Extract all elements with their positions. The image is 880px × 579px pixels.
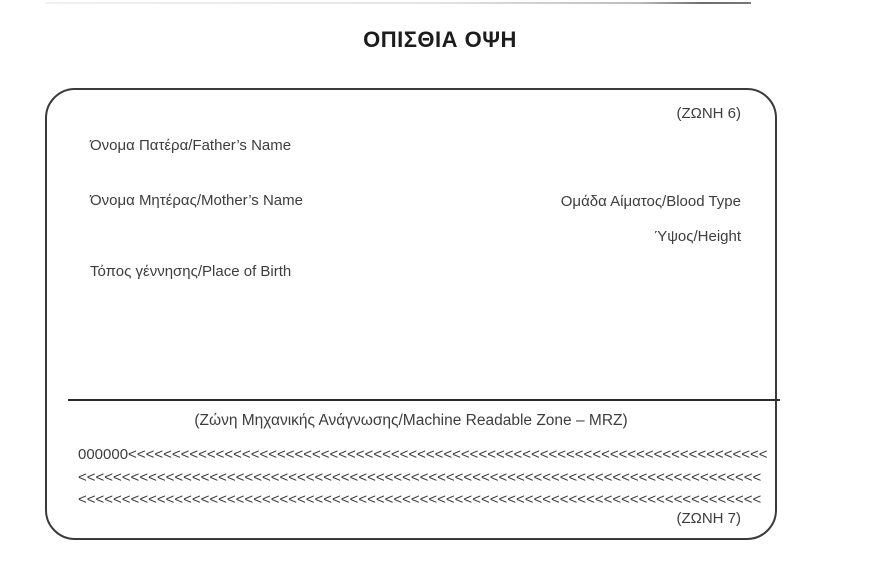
place-of-birth-field-label: Τόπος γέννησης/Place of Birth — [90, 263, 292, 280]
page-top-divider — [45, 2, 751, 4]
zone-7-label: (ΖΩΝΗ 7) — [676, 510, 741, 527]
height-field-label: Ύψος/Height — [654, 228, 741, 245]
mrz-line-2: <<<<<<<<<<<<<<<<<<<<<<<<<<<<<<<<<<<<<<<<<<<<<<<<<<<<<<<<<<<<<<<<<<<<<<<<<<<<<< — [78, 469, 762, 486]
father-name-field-label: Όνομα Πατέρα/Father’s Name — [90, 137, 292, 154]
id-card-back-diagram — [45, 88, 777, 540]
blood-type-field-label: Ομάδα Αίματος/Blood Type — [560, 193, 741, 210]
mrz-separator-line — [68, 399, 780, 401]
mrz-section-title: (Ζώνη Μηχανικής Ανάγνωσης/Machine Readable Zone – MRZ) — [194, 412, 628, 429]
mrz-line-1: 000000<<<<<<<<<<<<<<<<<<<<<<<<<<<<<<<<<<<<<<<<<<<<<<<<<<<<<<<<<<<<<<<<<<<<<<<<< — [78, 446, 768, 463]
page-title: ΟΠΙΣΘΙΑ ΟΨΗ — [363, 27, 517, 52]
mrz-line-3: <<<<<<<<<<<<<<<<<<<<<<<<<<<<<<<<<<<<<<<<<<<<<<<<<<<<<<<<<<<<<<<<<<<<<<<<<<<<<< — [78, 491, 762, 508]
mother-name-field-label: Όνομα Μητέρας/Mother’s Name — [90, 192, 303, 209]
zone-6-label: (ΖΩΝΗ 6) — [676, 105, 741, 122]
